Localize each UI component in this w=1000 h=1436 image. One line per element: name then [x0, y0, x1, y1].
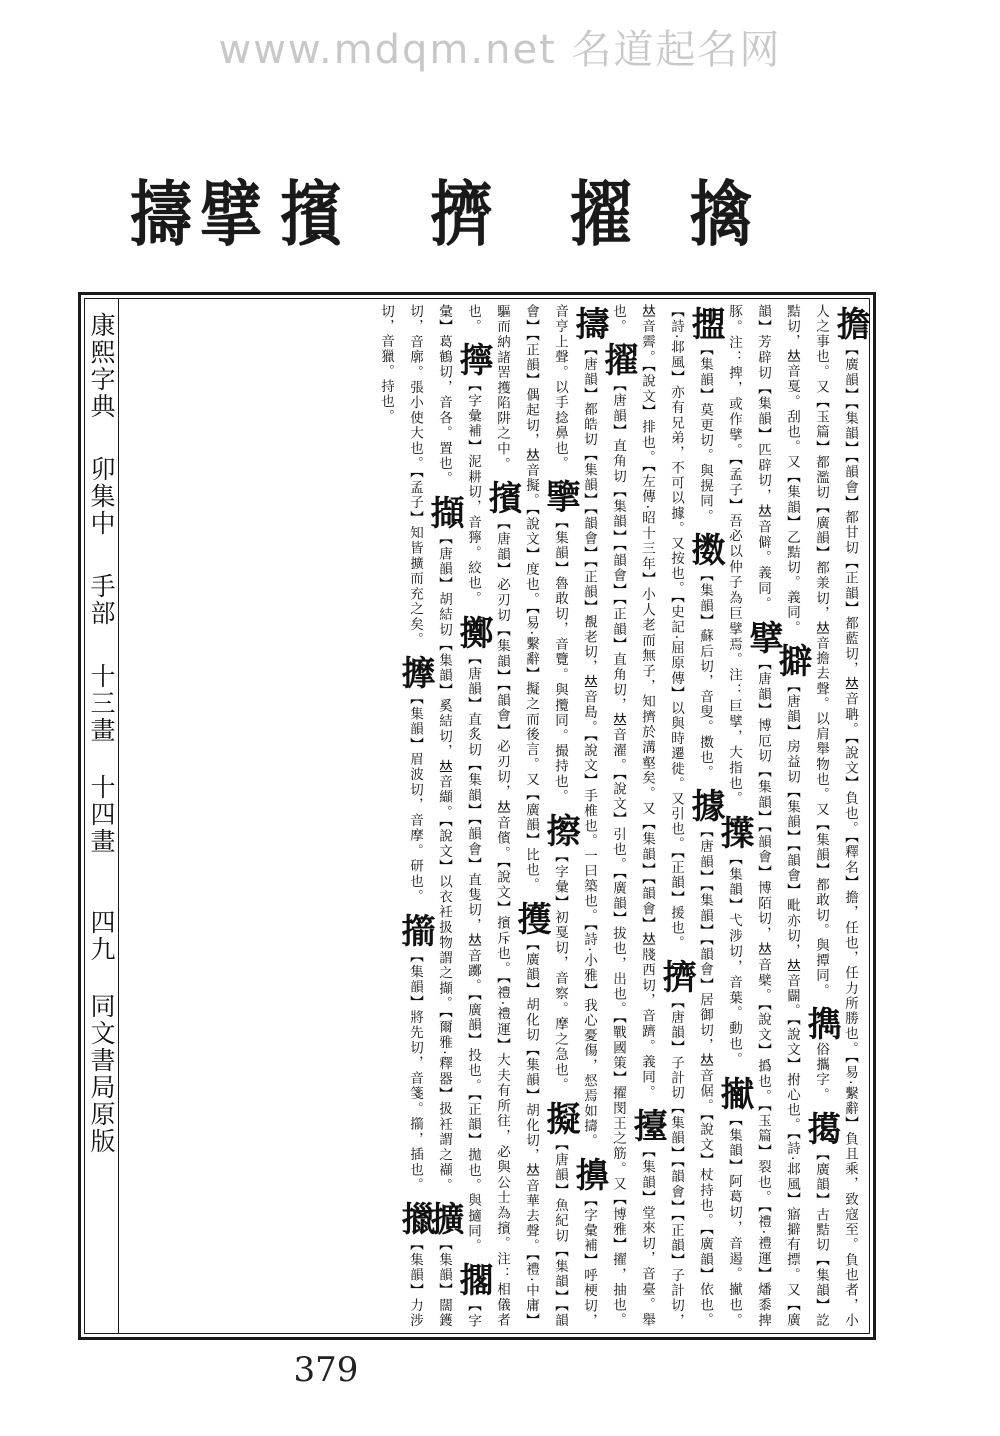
entry-definition: 【集韻】阿葛切，音遏。擜也。: [726, 1112, 742, 1329]
book-title: 康熙字典: [87, 312, 116, 420]
dictionary-entry: [685, 304, 725, 525]
entry-headword: 擡: [627, 1108, 667, 1143]
entry-definition: 【唐韻】【集韻】【韻會】居御切，𠀤音倨。【說文】杖持也。【廣韻】依也。【詩·邶風】亦有兄弟，不可以據。又按也。【史記·屈原傳】以與時遷徙。又引也。【正韻】援也。: [668, 304, 713, 1329]
seal-character: 擒: [690, 172, 753, 257]
entry-definition: 【唐韻】都皓切【集韻】【韻會】【正韻】覩老切，𠀤音島。【說文】手椎也。一曰築也。【詩·小雅】我心憂傷，惄焉如擣。: [581, 342, 597, 1149]
entry-headword: 擜: [714, 1075, 754, 1111]
entry-definition: 【集韻】將先切，音箋。擶，插也。: [407, 949, 423, 1193]
entry-definition: 【唐韻】直角切【集韻】【韻會】【正韻】直角切，𠀤音濯。【說文】引也。【廣韻】拔也，出也。【戰國策】擢閔王之筋。又【博雅】擢，抽也。: [610, 378, 626, 1329]
entry-definition: 【集韻】弋涉切，音葉。動也。: [726, 851, 742, 1068]
entry-definition: 【字彙補】泥耕切，音獰。絞也。: [465, 378, 481, 607]
entry-headword: 擝: [685, 306, 725, 341]
dictionary-entry: [453, 340, 493, 607]
entry-headword: 擢: [598, 342, 638, 377]
entry-definition: 【唐韻】博厄切【集韻】【韻會】博陌切，𠀤音檗。【說文】撝也。【玉篇】裂也。【禮·禮運】燔黍捭豚。注：捭，或作擘。【孟子】吾必以仲子為巨擘焉。注：巨擘，大指也。: [726, 304, 771, 1329]
dictionary-entry: [714, 1074, 754, 1329]
dictionary-entry: [540, 811, 580, 1093]
entry-definition: 【集韻】莫更切。與㨪同。: [697, 342, 713, 525]
entry-headword: 擛: [714, 815, 754, 850]
entry-headword: 擞: [685, 532, 725, 567]
seal-character: 擢: [570, 172, 633, 257]
entry-definition: 【唐韻】必刃切【集韻】【韻會】必刃切，𠀤音儐。【說文】擯斥也。【禮·禮運】大夫有所往，必與公士為擯。注：相儀者也。: [465, 304, 510, 1329]
entry-headword: 擴: [424, 1200, 464, 1235]
entry-definition: 【集韻】眉波切，音摩。研也。: [407, 691, 423, 905]
entry-headword: 擶: [395, 912, 435, 948]
dictionary-entry: [395, 911, 435, 1193]
entry-headword: 擵: [395, 655, 435, 690]
entry-headword: 擱: [453, 1261, 493, 1296]
entry-headword: 擠: [656, 958, 696, 993]
dictionary-entry: [395, 653, 435, 905]
entry-definition: 【字彙】初戛切，音察。摩之急也。: [552, 849, 568, 1093]
dictionary-entry: [714, 813, 754, 1068]
entry-definition: 【廣韻】【集韻】【韻會】都甘切【正韻】都藍切，𠀤音聃。【說文】負也。【釋名】擔，任也，任力所勝也。【易·繫辭】負且乘，致寇至。負也者，小人之事也。又【玉篇】都濫切【廣韻】都𣴎切，𠀤音擔去聲。以肩舉物也。又【集韻】都敢切。與撢同。: [813, 304, 858, 1329]
seal-characters-row: [130, 172, 790, 260]
entry-definition: 俗攜字。: [813, 1042, 829, 1103]
dictionary-body: [124, 304, 870, 1329]
seal-character: 擣: [130, 172, 193, 257]
margin-column: [86, 312, 116, 1155]
entry-definition: 【唐韻】房益切【集韻】【韻會】毗亦切，𠀤音闢。【說文】拊心也。【詩·邶風】寤擗有摽。又【廣韻】芳辟切【集韻】匹辟切，𠀤音僻。義同。: [755, 304, 800, 1329]
radical-label: 手部: [87, 572, 116, 627]
entry-headword: 擤: [569, 1156, 609, 1191]
entry-headword: 擯: [482, 480, 522, 515]
seal-character: 擠: [430, 172, 493, 257]
entry-definition: 【集韻】堂來切，音臺。舉也。: [610, 304, 655, 1329]
page-number: 379: [293, 1350, 359, 1390]
entry-definition: 【字彙】葛鶴切，音各。置也。: [436, 304, 481, 1329]
page-number-chinese: 四九: [87, 908, 116, 963]
entry-headword: 擰: [453, 342, 493, 377]
entry-headword: 擥: [540, 479, 580, 514]
entry-headword: 擷: [424, 494, 464, 529]
entry-headword: 擦: [540, 813, 580, 848]
entry-definition: 【集韻】力涉切，音獵。持也。: [378, 304, 423, 1329]
stroke-label-14: 十四畫: [87, 773, 116, 855]
publisher-label: 同文書局原版: [87, 992, 116, 1155]
dictionary-entry: [801, 1004, 841, 1103]
entry-headword: 擸: [395, 1200, 435, 1235]
entry-headword: 擖: [801, 1110, 841, 1145]
entry-headword: 擣: [569, 306, 609, 341]
entry-headword: 擗: [772, 643, 812, 678]
entry-headword: 擔: [830, 306, 870, 341]
stroke-label-13: 十三畫: [87, 662, 116, 744]
watermark: www.mdqm.net 名道起名网: [218, 27, 782, 73]
entry-definition: 【唐韻】魚紀切【集韻】【韻會】【正韻】偶起切，𠀤音擬。【說文】度也。【易·繫辭】擬之而後言。又【廣韻】比也。: [523, 304, 568, 1329]
entry-headword: 據: [685, 788, 725, 823]
entry-definition: 【廣韻】胡化切【集韻】胡化切，𠀤音華去聲。【禮·中庸】驅而納諸罟擭陷阱之中。: [494, 304, 539, 1328]
entry-definition: 【集韻】闊鑊切，音廓。張小使大也。【孟子】知皆擴而充之矣。: [407, 304, 452, 1329]
entry-headword: 擘: [743, 620, 783, 655]
entry-definition: 【集韻】蘇后切，音叟。擞也。: [697, 568, 713, 781]
seal-character: 擯: [280, 172, 343, 257]
entry-definition: 【唐韻】胡結切【集韻】奚結切，𠀤音纈。【說文】以衣衽扱物謂之擷。【爾雅·釋器】扱衽謂之襭。: [436, 530, 452, 1193]
dictionary-entry: [424, 493, 464, 1193]
seal-character: 擘: [200, 172, 263, 257]
volume-label: 卯集中: [87, 455, 116, 537]
entry-headword: 擲: [453, 614, 493, 649]
dictionary-entry: [685, 530, 725, 781]
entry-definition: 【唐韻】直炙切【集韻】【韻會】直隻切，𠀤音躑。【廣韻】投也。【正韻】拋也。與擿同。: [465, 650, 481, 1254]
entry-definition: 【廣韻】古黠切【集韻】訖黠切，𠀤音戛。刮也。又【集韻】乙黠切。義同。: [784, 304, 829, 1329]
entry-headword: 擭: [511, 900, 551, 935]
entry-headword: 擬: [540, 1100, 580, 1136]
entry-definition: 【唐韻】子計切【集韻】【韻會】【正韻】子計切，𠀤音霽。【說文】排也。【左傳·昭十三年】小人老而無子，知擠於溝壑矣。又【集韻】【韻會】𠀤牋西切，音躋。義同。: [639, 304, 684, 1329]
entry-definition: 【集韻】魯敢切，音覽。與攬同。撮持也。: [552, 515, 568, 805]
dictionary-entry: [453, 613, 493, 1254]
margin-divider: [118, 298, 119, 1334]
dictionary-entry: [540, 477, 580, 805]
entry-definition: 【字彙補】呼梗切，音亨上聲。以手捻鼻也。: [552, 304, 597, 1329]
entry-headword: 擕: [801, 1006, 841, 1041]
